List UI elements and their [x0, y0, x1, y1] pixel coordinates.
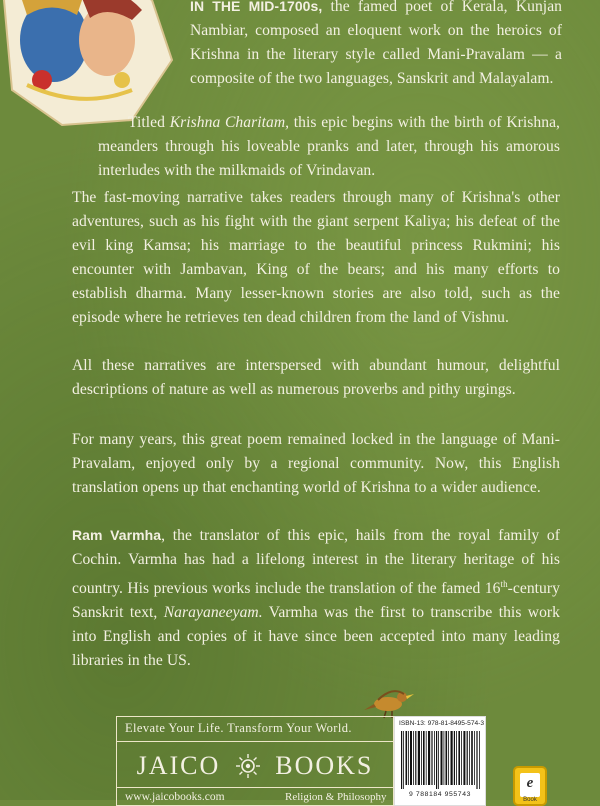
sun-emblem-icon [235, 753, 261, 779]
book-category: Religion & Philosophy [285, 791, 387, 803]
narrative-paragraph: The fast-moving narrative takes readers through many of Krishna's other adventures, such as his fight with the giant serpent Kaliya; his defeat of the evil king Kamsa; his marriage to the beautiful princess Rukmini; his encounter with Jambavan, King of the bears; and his many efforts to establish dharma. Many lesser-known stories are also told, such as the episode where he retrieves ten dead children from the land of Vishnu. [72, 189, 560, 326]
humour-paragraph: All these narratives are interspersed with abundant humour, delightful descriptions of nature as well as numerous proverbs and pithy urgings. [72, 357, 560, 398]
divider [117, 787, 393, 788]
previous-work-title: Narayaneeyam. [163, 604, 263, 622]
translator-bio-2: -century Sanskrit text, [72, 580, 560, 622]
divider [117, 741, 393, 742]
ordinal-suffix: th [500, 579, 508, 589]
translator-bio-1: , the translator of this epic, hails from the royal family of Cochin. Varmha has had a lifelong interest in the literary heritage of his country. His previous works include the translation of the famed 16 [72, 527, 560, 598]
title-paragraph [98, 111, 560, 183]
bird-logo-icon [362, 680, 422, 720]
book-title: Krishna Charitam, [169, 114, 290, 131]
intro-text: the famed poet of Kerala, Kunjan Nambiar, composed an eloquent work on the heroics of Krishna in the literary style called Mani-Pravalam — a composite of the two languages, Sanskrit and Malayalam. [190, 0, 563, 87]
publisher-tagline: Elevate Your Life. Transform Your World. [125, 721, 352, 735]
barcode-icon [401, 731, 481, 789]
translation-paragraph: For many years, this great poem remained locked in the language of Mani-Pravalam, enjoyed only by a regional community. Now, this English translation opens up that enchanting world of Krishna to a wider audience. [72, 431, 560, 496]
barcode-number: 9 788184 955743 [409, 791, 471, 798]
ebook-label: Book [523, 797, 537, 803]
publisher-name-right: BOOKS [275, 751, 374, 781]
publisher-panel [116, 716, 394, 806]
title-paragraph-text: this epic begins with the birth of Krishna, meanders through his loveable pranks and later, through his amorous interludes with the milkmaids of Vrindavan. [98, 114, 561, 179]
ebook-badge [513, 766, 547, 806]
intro-paragraph [190, 0, 562, 91]
intro-lead: IN THE MID-1700s, [190, 0, 323, 14]
publisher-website: www.jaicobooks.com [125, 791, 225, 803]
barcode-panel [394, 716, 486, 806]
translator-name: Ram Varmha [72, 527, 162, 543]
ebook-icon: e [520, 773, 540, 797]
title-paragraph-pre: Titled [128, 114, 165, 131]
publisher-logo [117, 749, 393, 781]
translator-bio [72, 523, 560, 673]
publisher-name-left: JAICO [136, 751, 221, 781]
translator-bio-3: Varmha was the first to transcribe this work into English and copies of it have since been accepted into many leading libraries in the US. [72, 604, 561, 670]
isbn-text: ISBN-13: 978-81-8495-574-3 [399, 720, 485, 727]
